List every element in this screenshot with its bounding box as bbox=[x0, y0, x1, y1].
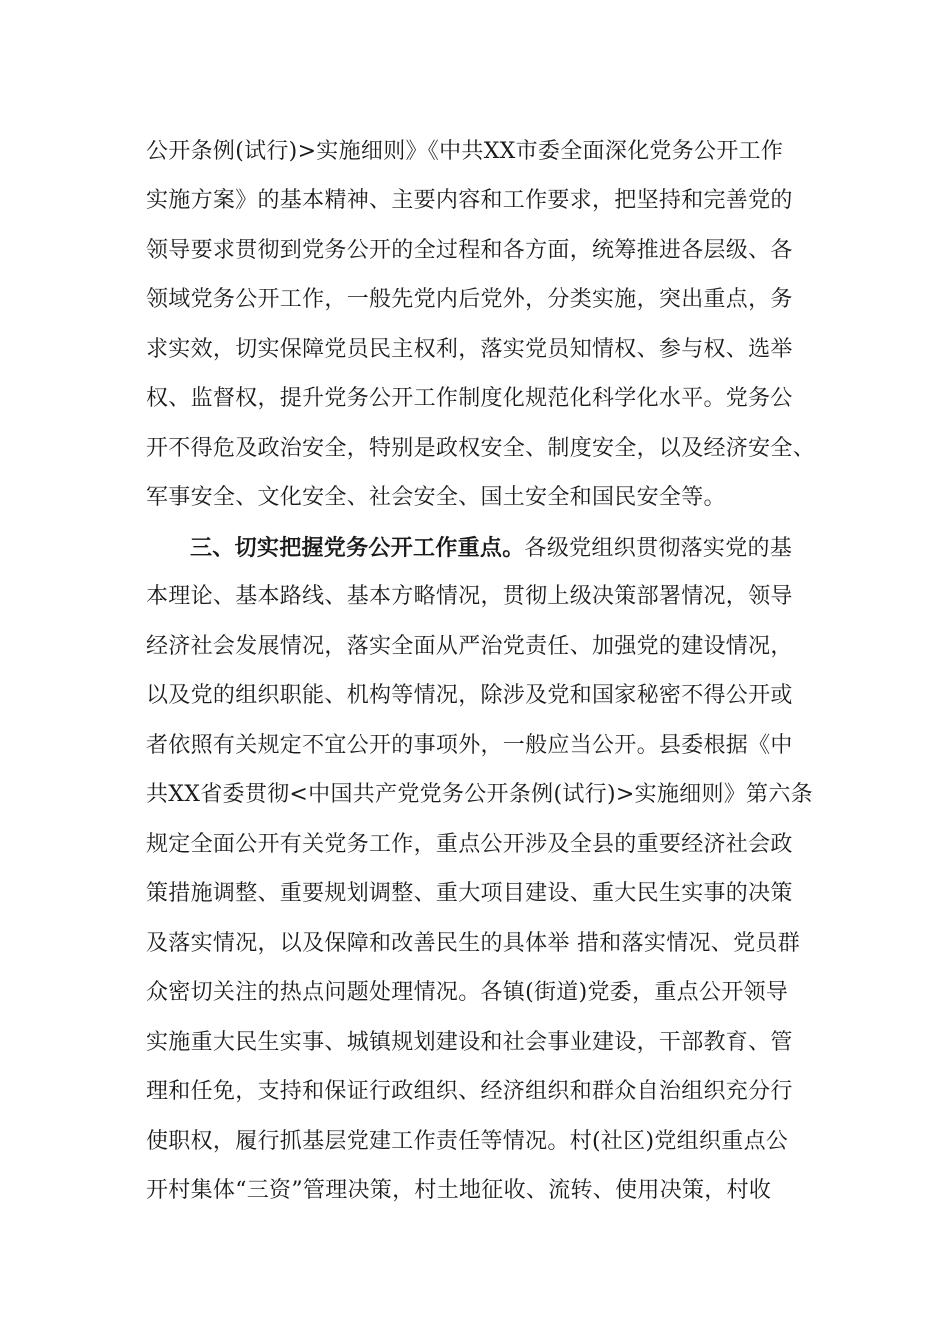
section-3-line-6: 共XX省委贯彻<中国共产党党务公开条例(试行)>实施细则》第六条 bbox=[146, 782, 813, 807]
section-3-line-14: 开村集体“三资”管理决策，村土地征收、流转、使用决策，村收 bbox=[146, 1178, 772, 1203]
section-3-line-11: 实施重大民生实事、城镇规划建设和社会事业建设，干部教育、管 bbox=[146, 1030, 793, 1055]
paragraph-1-line-5: 求实效，切实保障党员民主权利，落实党员知情权、参与权、选举 bbox=[146, 337, 793, 362]
section-3-line-2: 本理论、基本路线、基本方略情况，贯彻上级决策部署情况，领导 bbox=[146, 584, 793, 609]
section-3-line-8: 策措施调整、重要规划调整、重大项目建设、重大民生实事的决策 bbox=[146, 881, 793, 906]
paragraph-1-line-1: 公开条例(试行)>实施细则》《中共XX市委全面深化党务公开工作 bbox=[146, 139, 784, 164]
section-3-line-10: 众密切关注的热点问题处理情况。各镇(街道)党委，重点公开领导 bbox=[146, 980, 789, 1005]
paragraph-1-line-6: 权、监督权，提升党务公开工作制度化规范化科学化水平。党务公 bbox=[146, 386, 793, 411]
paragraph-1-line-4: 领域党务公开工作，一般先党内后党外，分类实施，突出重点，务 bbox=[146, 287, 793, 312]
section-3-line-13: 使职权，履行抓基层党建工作责任等情况。村(社区)党组织重点公 bbox=[146, 1129, 789, 1154]
section-3-line-12: 理和任免，支持和保证行政组织、经济组织和群众自治组织充分行 bbox=[146, 1079, 793, 1104]
section-3-first-line bbox=[190, 528, 870, 568]
section-3-heading: 三、切实把握党务公开工作重点。 bbox=[190, 535, 525, 561]
paragraph-1-line-7: 开不得危及政治安全，特别是政权安全、制度安全，以及经济安全、 bbox=[146, 436, 816, 461]
section-3-line-3: 经济社会发展情况，落实全面从严治党责任、加强党的建设情况， bbox=[146, 634, 793, 659]
paragraph-1-line-8: 军事安全、文化安全、社会安全、国土安全和国民安全等。 bbox=[146, 485, 726, 510]
section-3-line-7: 规定全面公开有关党务工作，重点公开涉及全县的重要经济社会政 bbox=[146, 832, 793, 857]
paragraph-1-line-2: 实施方案》的基本精神、主要内容和工作要求，把坚持和完善党的 bbox=[146, 188, 793, 213]
paragraph-1-line-3: 领导要求贯彻到党务公开的全过程和各方面，统筹推进各层级、各 bbox=[146, 238, 793, 263]
section-3-line-9: 及落实情况，以及保障和改善民生的具体举 措和落实情况、党员群 bbox=[146, 931, 800, 956]
section-3-first-line-text: 各级党组织贯彻落实党的基 bbox=[524, 536, 793, 561]
section-3-line-5: 者依照有关规定不宜公开的事项外，一般应当公开。县委根据《中 bbox=[146, 733, 793, 758]
section-3-line-4: 以及党的组织职能、机构等情况，除涉及党和国家秘密不得公开或 bbox=[146, 683, 793, 708]
